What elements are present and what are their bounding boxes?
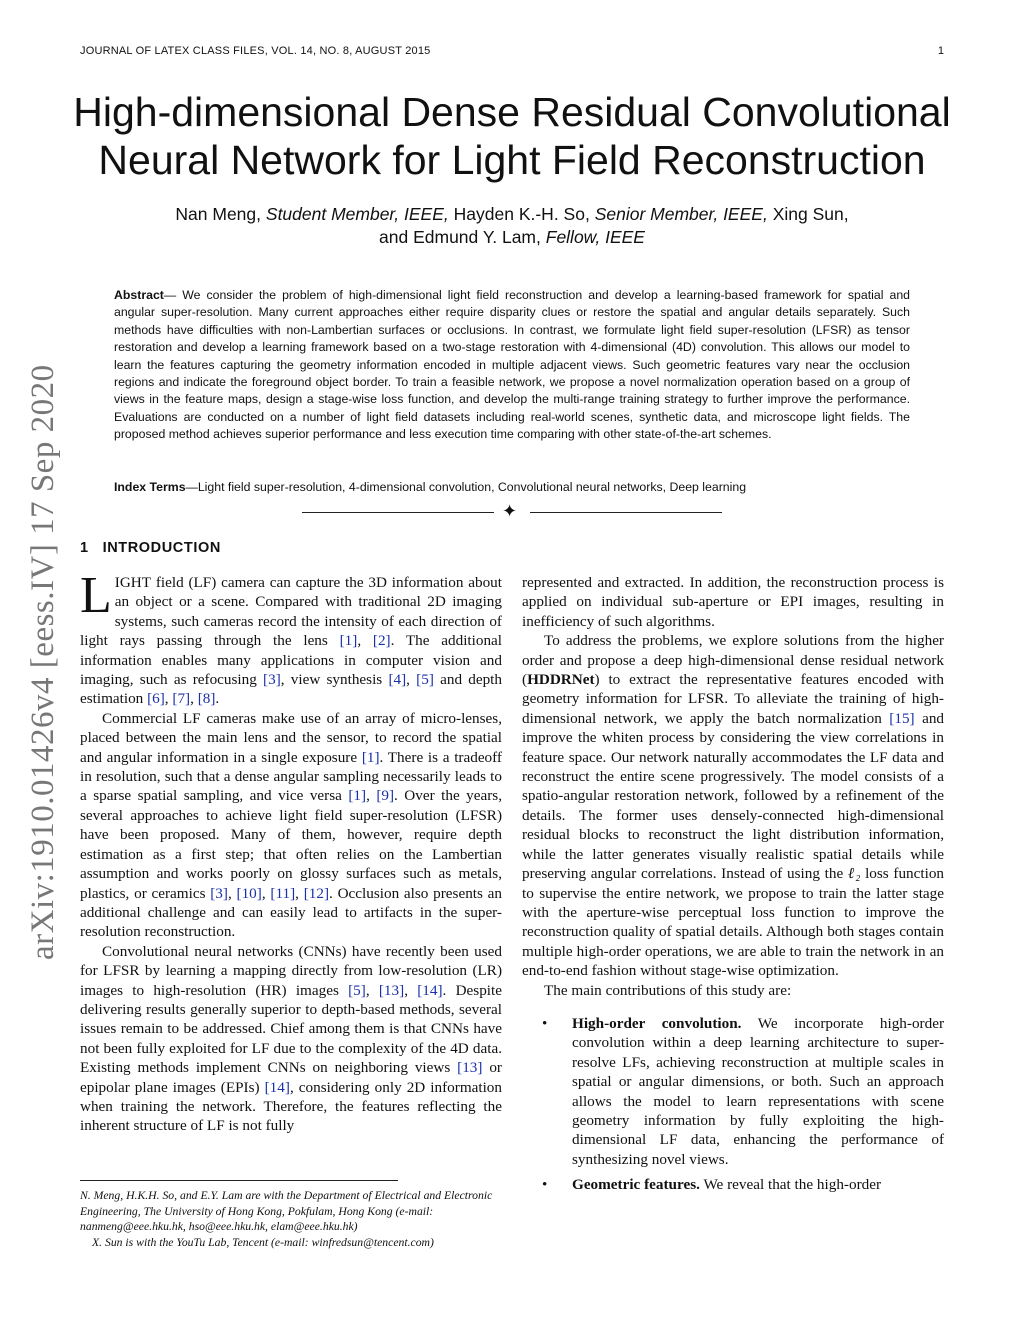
divider-line-left <box>302 512 494 513</box>
text-run: . Occlusion also presents an additional challenge and can easily lead to artifacts in the super-resolution reconstruction. <box>80 884 503 941</box>
section-heading <box>80 540 221 556</box>
title-line-1: High-dimensional Dense Residual Convolutional <box>73 89 951 135</box>
citation-link[interactable]: [1] <box>361 748 380 766</box>
text-run: , <box>365 981 379 999</box>
divider-ornament-icon: ✦ <box>502 501 518 521</box>
bullet-icon: • <box>542 1014 548 1032</box>
citation-link[interactable]: [5] <box>416 671 434 689</box>
section-title: INTRODUCTION <box>102 540 221 556</box>
citation-link[interactable]: [1] <box>339 632 358 650</box>
text-run: , view synthesis <box>280 671 389 689</box>
citation-link[interactable]: [15] <box>889 709 915 727</box>
citation-link[interactable]: [8] <box>197 690 216 708</box>
left-column <box>80 567 503 1136</box>
page-number: 1 <box>937 45 944 57</box>
right-column <box>522 573 944 1201</box>
footnotes <box>80 1188 502 1250</box>
dropcap-continuation: IGHT <box>114 574 152 591</box>
author-4: and Edmund Y. Lam, <box>379 227 541 247</box>
index-terms-label: Index Terms <box>114 480 186 494</box>
contribution-text: We incorporate high-order convolution within a deep learning architecture to super-resolve LFs, achieving reconstruction at multiple scales in spatial or angular dimensions, or both. Such an approach allows the model to learn representations with scene geometry information by fully exploiting the high-dimensional LF data, enhancing the performance of synthesizing novel views. <box>572 1014 945 1168</box>
citation-link[interactable]: [1] <box>348 787 367 805</box>
citation-link[interactable]: [7] <box>172 690 191 708</box>
bullet-icon: • <box>542 1176 548 1194</box>
section-divider <box>302 503 722 521</box>
citation-link[interactable]: [2] <box>372 632 391 650</box>
citation-link[interactable]: [4] <box>388 671 407 689</box>
contribution-title: High-order convolution. <box>572 1014 742 1032</box>
citation-link[interactable]: [12] <box>303 884 330 902</box>
text-run: , <box>406 671 417 689</box>
paper-title <box>60 88 964 184</box>
citation-link[interactable]: [14] <box>417 981 443 999</box>
text-run: , <box>404 981 418 999</box>
contributions-list <box>522 1014 944 1195</box>
dropcap: L <box>80 567 112 624</box>
citation-link[interactable]: [5] <box>348 981 366 999</box>
method-name: HDDRNet <box>527 671 595 689</box>
text-run: Commercial LF cameras make use of an array of micro-lenses, placed between the main lens and the sensor, to record the spatial and angular information in a single exposure <box>80 709 502 766</box>
contribution-text: We reveal that the high-order <box>699 1176 882 1194</box>
author-1: Nan Meng, <box>175 204 262 224</box>
list-item <box>522 1175 944 1194</box>
math-symbol: ℓ₂ <box>847 865 861 883</box>
footnote-affiliation-2: X. Sun is with the YouTu Lab, Tencent (e-mail: winfredsun@tencent.com) <box>92 1235 434 1249</box>
citation-link[interactable]: [13] <box>457 1059 483 1077</box>
citation-link[interactable]: [11] <box>270 884 296 902</box>
text-run: Convolutional neural networks (CNNs) have recently been used for LFSR by learning a mapping directly from low-resolution (LR) images to high-resolution (HR) images <box>80 942 502 999</box>
abstract-label: Abstract <box>114 288 164 302</box>
text-run: To address the problems, we explore solutions from the higher order and propose a deep high-dimensional dense residual network ( <box>522 632 944 689</box>
text-run: . Despite delivering results generally superior to depth-based methods, several issues remain to be addressed. Chief among them is that CNNs have not been fully exploited for LF due to the complexity of the 4D data. Existing methods implement CNNs on neighboring views <box>80 981 502 1077</box>
text-run: loss function to supervise the entire network, we propose to train the latter stage with the aperture-wise perceptual loss function to improve the reconstruction quality of spatial details. Although both stages contain multiple high-order operations, we are able to train the network in an end-to-end fashion without stage-wise optimization. <box>522 865 945 980</box>
contribution-title: Geometric features. <box>572 1176 700 1194</box>
text-run: , <box>295 884 304 902</box>
intro-paragraph-1 <box>80 567 503 709</box>
text-run: ) to extract the representative features encoded with geometry information for LFSR. To alleviate the training of high-dimensional network, we apply the batch normalization <box>522 671 944 727</box>
citation-link[interactable]: [13] <box>378 981 405 999</box>
intro-paragraph-2 <box>80 709 502 942</box>
citation-link[interactable]: [9] <box>376 787 395 805</box>
text-run: , <box>261 884 271 902</box>
footnote-rule <box>80 1180 398 1181</box>
text-run: or epipolar plane images (EPIs) <box>80 1059 502 1096</box>
author-2: Hayden K.-H. So, <box>453 204 590 224</box>
footnote-affiliation-1: N. Meng, H.K.H. So, and E.Y. Lam are with the Department of Electrical and Electronic Engineering, The University of Hong Kong, Pokfulam, Hong Kong (e-mail: nanmeng@eee.hku.hk, hso@eee.hku.hk, elam@eee.hku.hk) <box>80 1189 493 1233</box>
text-run: , <box>366 787 377 805</box>
intro-paragraph-4: represented and extracted. In addition, the reconstruction process is applied on individual sub-aperture or EPI images, resulting in inefficiency of such algorithms. <box>522 574 944 630</box>
text-run: . Over the years, several approaches to achieve light field super-resolution (LFSR) have been proposed. Many of them, however, require depth estimation as a first step; that often relies on the Lambertian assumption and works poorly on glossy surfaces such as metals, plastics, or ceramics <box>80 787 502 902</box>
citation-link[interactable]: [3] <box>263 671 281 689</box>
citation-link[interactable]: [3] <box>210 884 228 902</box>
divider-line-right <box>530 512 722 513</box>
citation-link[interactable]: [10] <box>236 884 262 902</box>
text-run: , <box>164 690 173 708</box>
author-list <box>100 203 924 249</box>
intro-paragraph-5 <box>522 631 944 980</box>
text-run: , <box>190 690 198 708</box>
citation-link[interactable]: [6] <box>147 690 165 708</box>
abstract-text: — We consider the problem of high-dimensional light field reconstruction and develop a learning-based framework for spatial and angular super-resolution. Many current approaches either require disparity clues or restore the spatial and angular details separately. Such methods have difficulties with non-Lambertian surfaces or occlusions. In contrast, we formulate light field super-resolution (LFSR) as tensor restoration and develop a learning framework based on a two-stage restoration with 4-dimensional (4D) convolution. This allows our model to learn the features capturing the geometry information encoded in multiple adjacent views. Such geometric features vary near the occlusion regions and indicate the foreground object border. To train a feasible network, we propose a novel normalization operation based on a group of views in the feature maps, design a stage-wise loss function, and develop the multi-range training strategy to further improve the performance. Evaluations are conducted on a number of light field datasets including real-world scenes, synthetic data, and microscope light fields. The proposed method achieves superior performance and less execution time comparing with other state-of-the-art schemes. <box>114 288 910 442</box>
title-line-2: Neural Network for Light Field Reconstruction <box>98 137 926 183</box>
author-2-role: Senior Member, IEEE, <box>594 204 768 224</box>
abstract <box>114 287 910 444</box>
author-1-role: Student Member, IEEE, <box>265 204 449 224</box>
intro-paragraph-3 <box>80 942 502 1136</box>
list-item <box>522 1014 944 1169</box>
index-terms-text: —Light field super-resolution, 4-dimensional convolution, Convolutional neural networks, Deep learning <box>185 480 747 494</box>
text-run: . The additional information enables many applications in computer vision and imaging, such as refocusing <box>80 632 503 689</box>
intro-paragraph-6: The main contributions of this study are: <box>544 981 792 999</box>
arxiv-stamp: arXiv:1910.01426v4 [eess.IV] 17 Sep 2020 <box>25 364 61 960</box>
citation-link[interactable]: [14] <box>264 1078 290 1096</box>
text-run: , considering only 2D information when training the network. Therefore, the features reflecting the inherent structure of LF is not fully <box>80 1078 502 1135</box>
index-terms <box>114 479 910 496</box>
text-run: . There is a tradeoff in resolution, such that a dense angular sampling necessarily leads to a sparse spatial sampling, and vice versa <box>80 748 502 805</box>
section-number: 1 <box>80 540 89 556</box>
author-4-role: Fellow, IEEE <box>545 227 645 247</box>
text-run: , <box>227 884 237 902</box>
text-run: . <box>215 690 220 708</box>
text-run: field (LF) camera can capture the 3D information about an object or a scene. Compared with traditional 2D imaging systems, such cameras record the intensity of each direction of light rays passing through the lens <box>80 574 502 650</box>
author-3: Xing Sun, <box>772 204 849 224</box>
text-run: and improve the whiten process by considering the view correlations in feature space. Our network naturally accommodates the LF data and reconstruct the entire scene progressively. The model consists of a spatio-angular restoration network, followed by a refinement of the details. The former uses densely-connected high-dimensional residual blocks to reconstruct the light distribution information, while the latter generates visually realistic spatial details while preserving angular correlations. Instead of using the <box>522 709 945 883</box>
running-header: JOURNAL OF LATEX CLASS FILES, VOL. 14, NO. 8, AUGUST 2015 <box>80 45 431 57</box>
text-run: , <box>357 632 373 650</box>
text-run: and depth estimation <box>80 671 502 708</box>
